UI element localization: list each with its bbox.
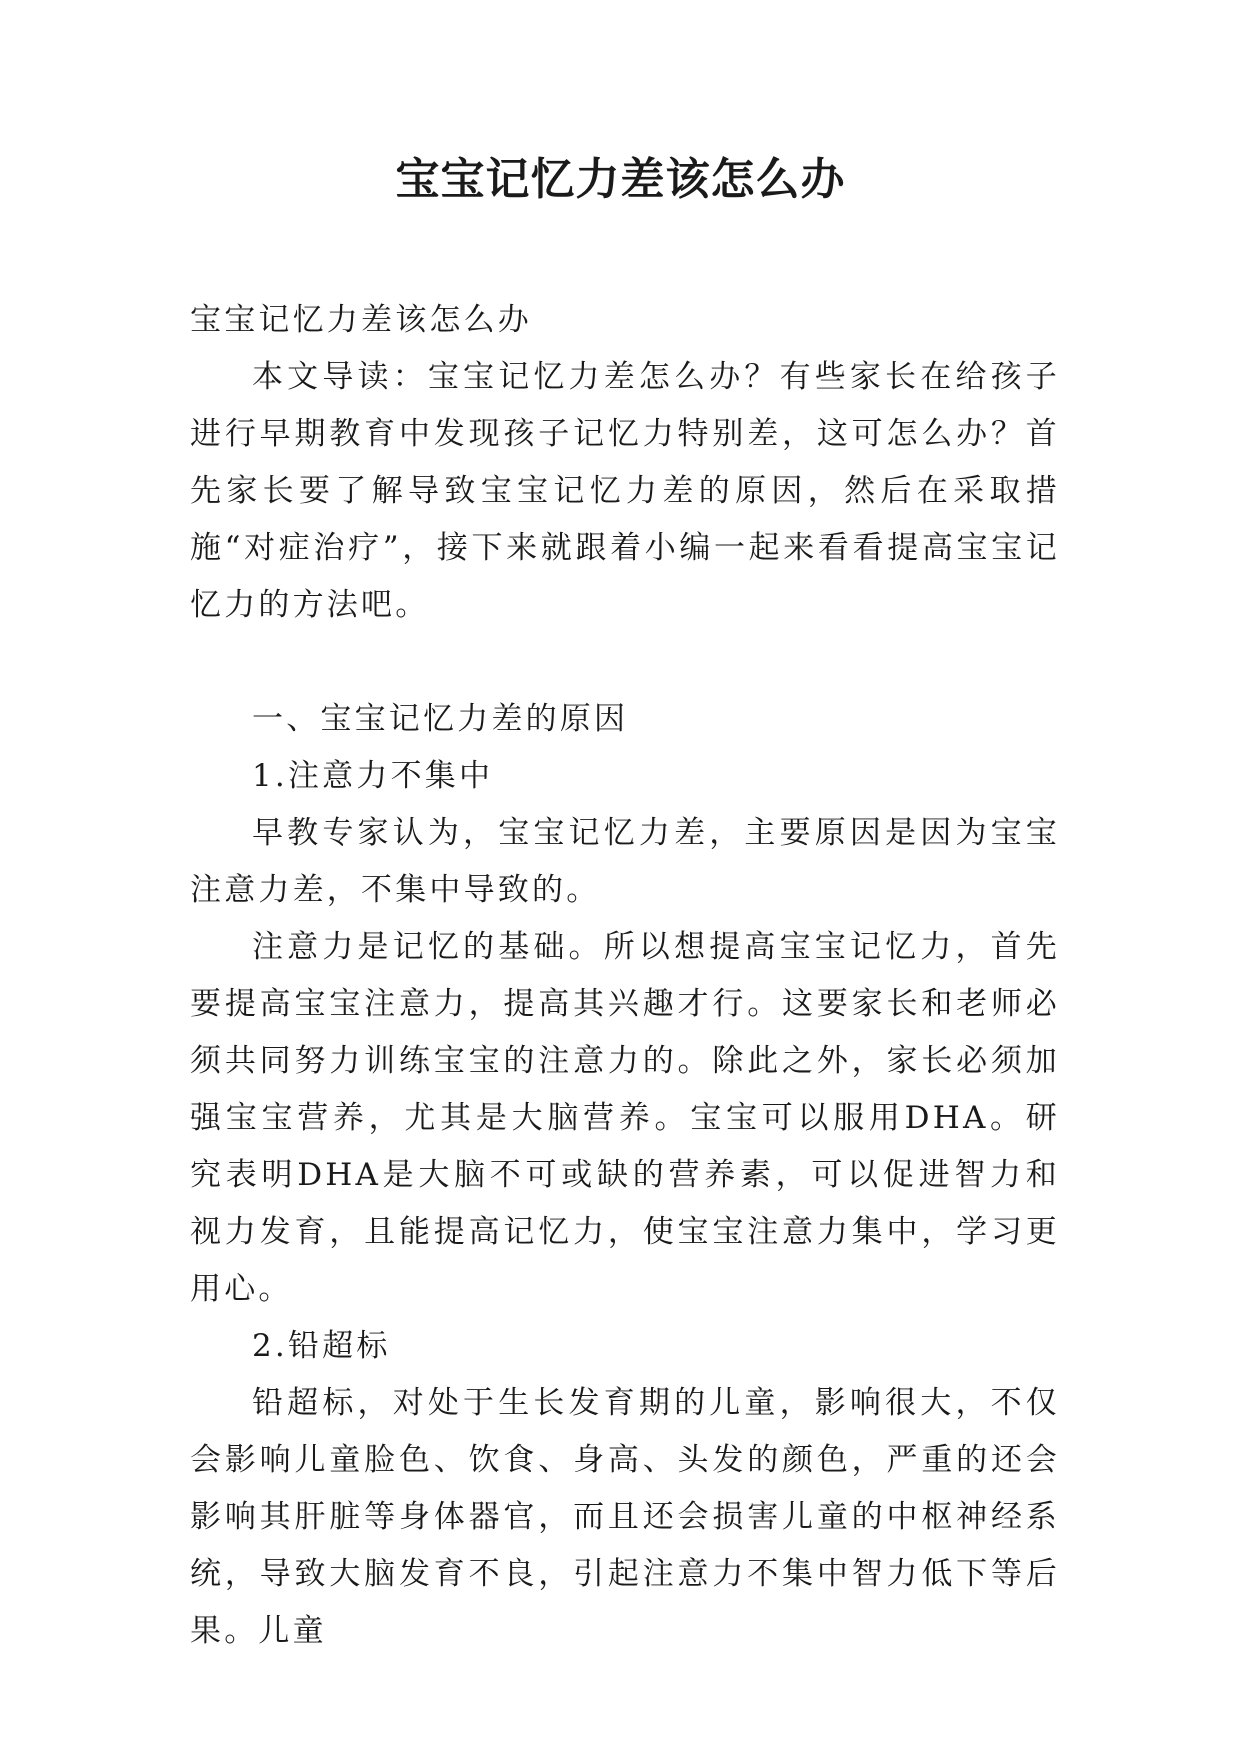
body-subtitle: 宝宝记忆力差该怎么办 xyxy=(190,302,532,338)
document-body xyxy=(190,292,1060,1660)
document-title: 宝宝记忆力差该怎么办 xyxy=(395,154,846,205)
body-paragraph: 早教专家认为，宝宝记忆力差，主要原因是因为宝宝注意力差，不集中导致的。 xyxy=(190,815,1060,908)
subsection-heading-1: 1.注意力不集中 xyxy=(252,758,494,794)
paragraph-gap xyxy=(190,634,1060,691)
subsection-heading-2: 2.铅超标 xyxy=(252,1328,391,1364)
body-paragraph: 铅超标，对处于生长发育期的儿童，影响很大，不仅会影响儿童脸色、饮食、身高、头发的颜色，严重的还会影响其肝脏等身体器官，而且还会损害儿童的中枢神经系统，导致大脑发育不良，引起注意力不集中智力低下等后果。儿童 xyxy=(190,1385,1060,1649)
body-paragraph: 注意力是记忆的基础。所以想提高宝宝记忆力，首先要提高宝宝注意力，提高其兴趣才行。这要家长和老师必须共同努力训练宝宝的注意力的。除此之外，家长必须加强宝宝营养，尤其是大脑营养。宝宝可以服用DHA。研究表明DHA是大脑不可或缺的营养素，可以促进智力和视力发育，且能提高记忆力，使宝宝注意力集中，学习更用心。 xyxy=(190,929,1060,1307)
section-heading: 一、宝宝记忆力差的原因 xyxy=(252,701,629,737)
intro-paragraph: 本文导读：宝宝记忆力差怎么办？有些家长在给孩子进行早期教育中发现孩子记忆力特别差，这可怎么办？首先家长要了解导致宝宝记忆力差的原因，然后在采取措施“对症治疗”，接下来就跟着小编一起来看看提高宝宝记忆力的方法吧。 xyxy=(190,359,1060,623)
